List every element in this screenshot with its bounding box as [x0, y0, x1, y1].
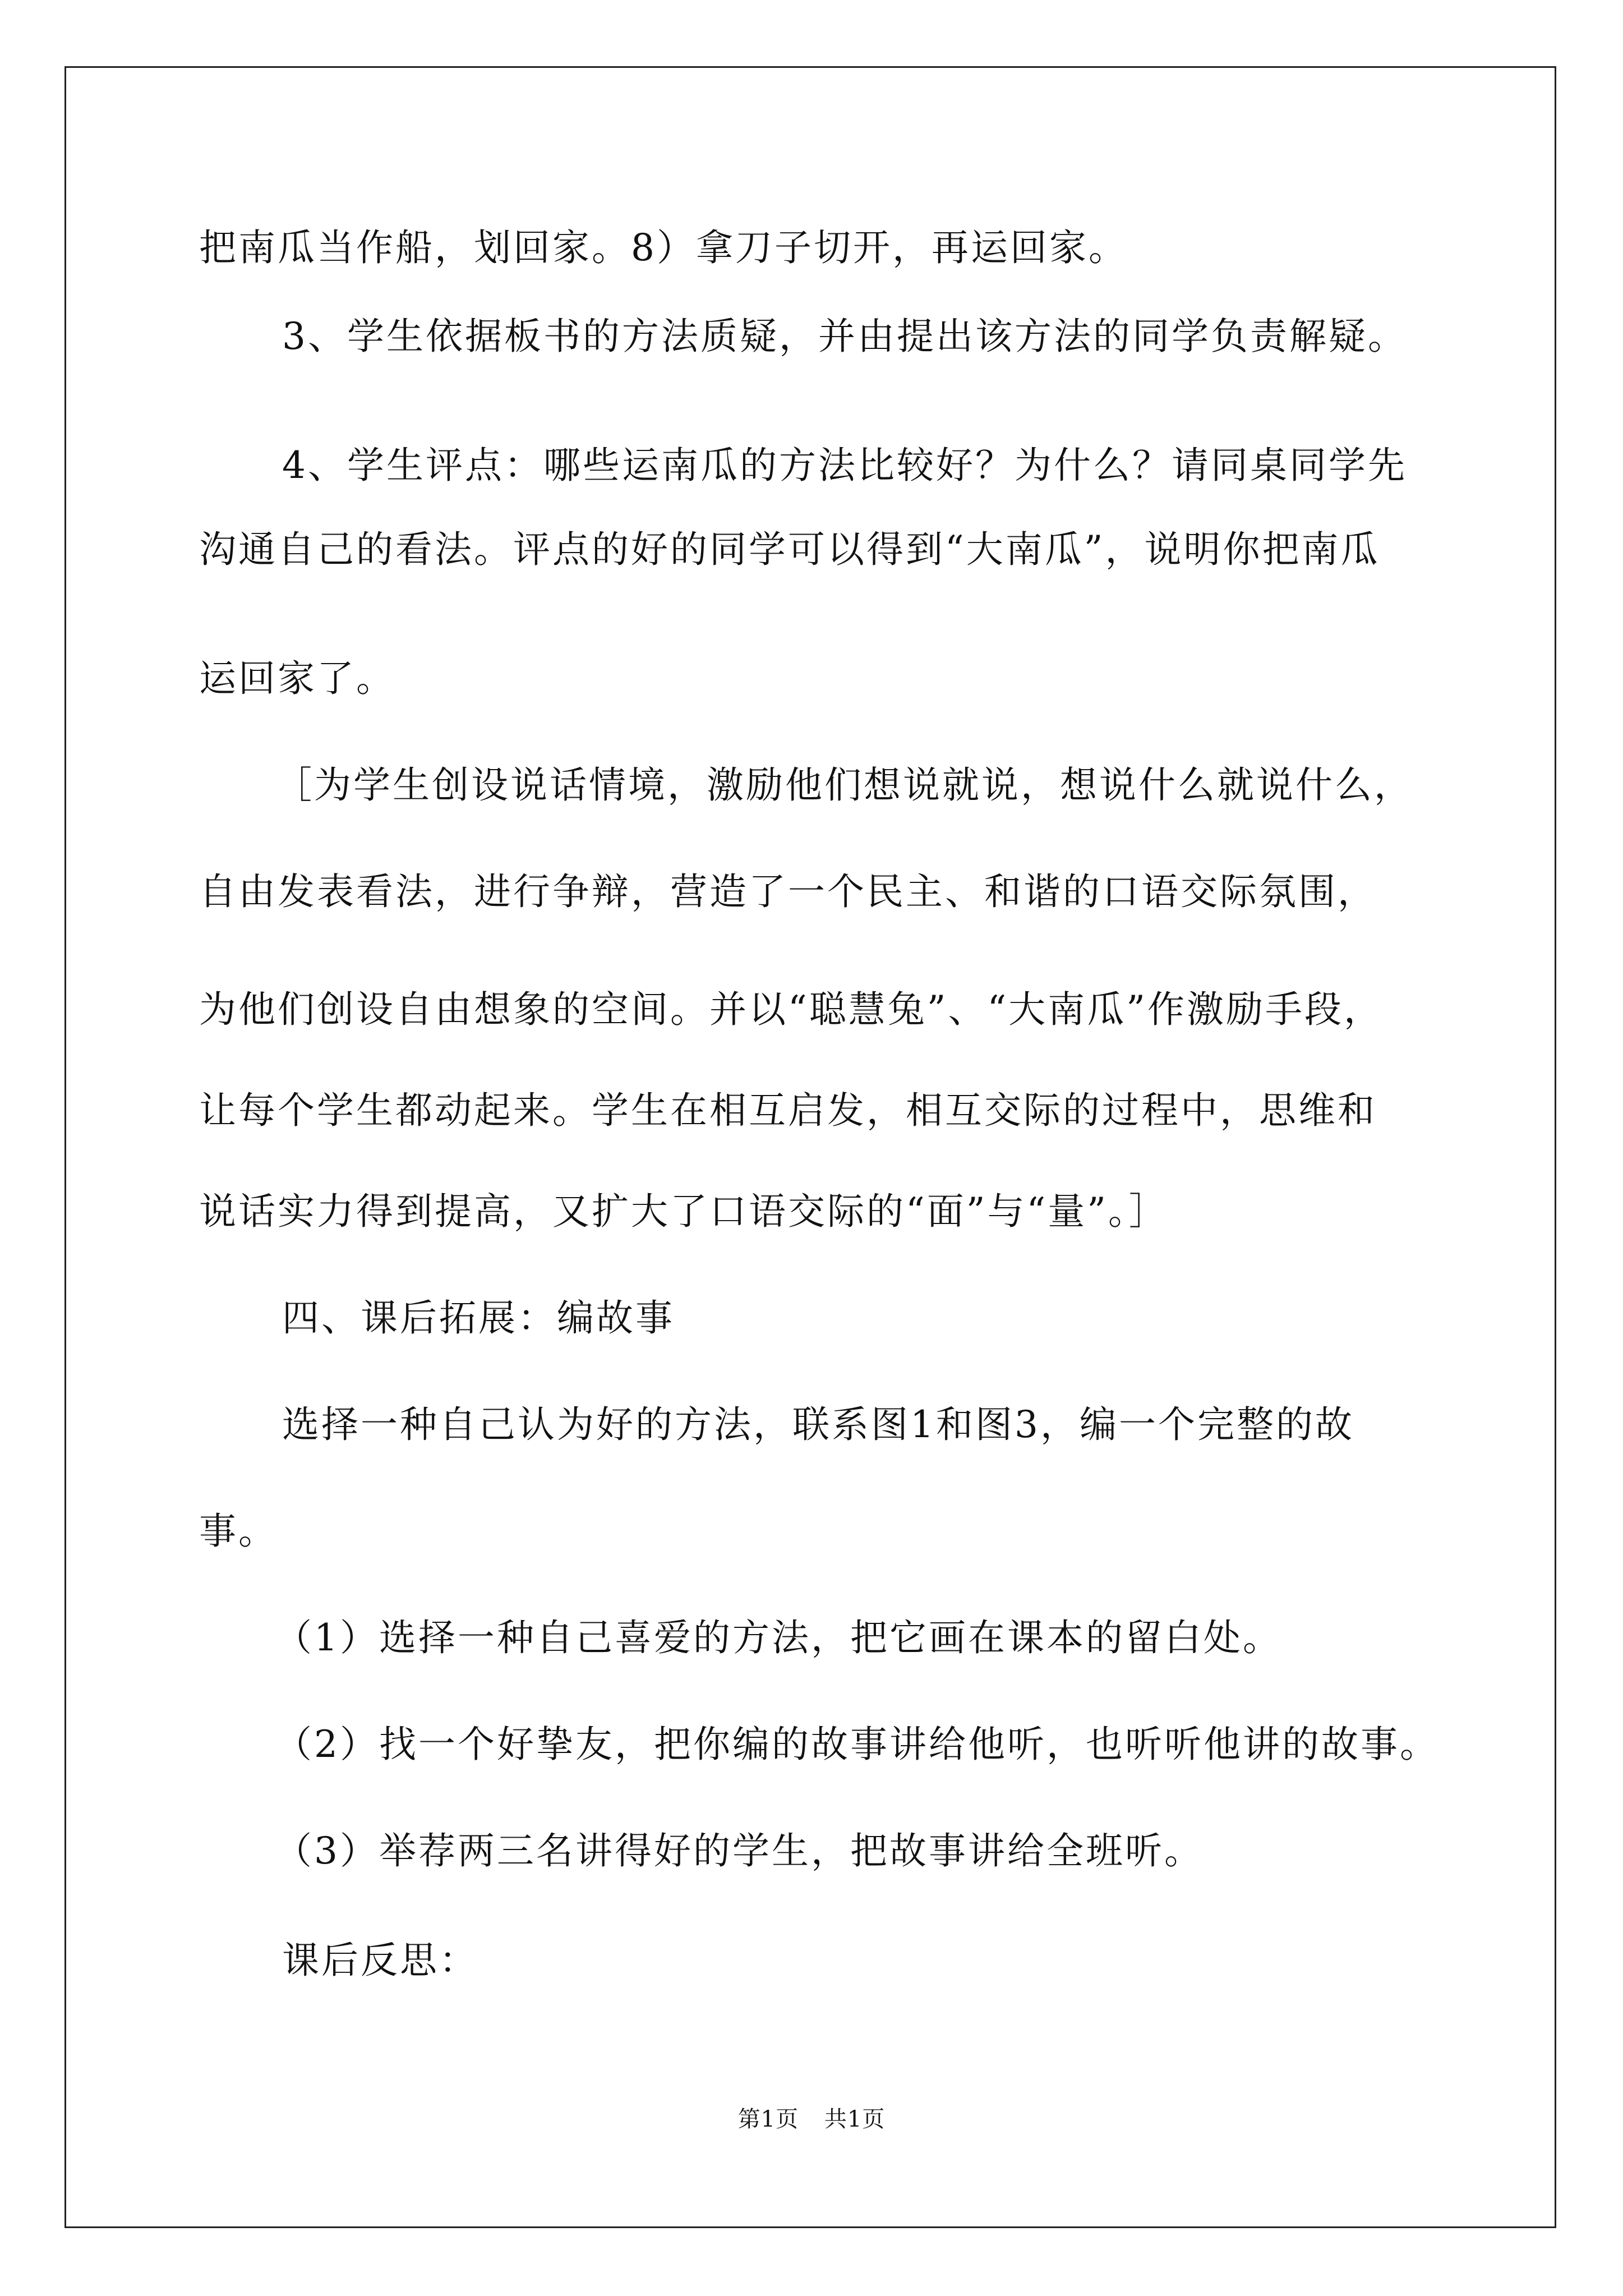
list-item: （1）选择一种自己喜爱的方法，把它画在课本的留白处。: [275, 1616, 1282, 1659]
body-text-line: 说话实力得到提高，又扩大了口语交际的“面”与“量”。］: [199, 1190, 1168, 1233]
body-text-line: 选择一种自己认为好的方法，联系图1和图3，编一个完整的故: [282, 1403, 1354, 1446]
page-footer: [0, 2105, 1623, 2133]
list-item: （2）找一个好挚友，把你编的故事讲给他听，也听听他讲的故事。: [275, 1723, 1439, 1766]
page-border: [64, 66, 1556, 2228]
body-text-line: 4、学生评点：哪些运南瓜的方法比较好？为什么？请同桌同学先: [282, 444, 1407, 487]
body-text-line: 让每个学生都动起来。学生在相互启发，相互交际的过程中，思维和: [199, 1089, 1377, 1132]
section-heading: 四、课后拓展：编故事: [282, 1296, 675, 1340]
body-text-line: 课后反思：: [282, 1939, 478, 1982]
body-text-line: 沟通自己的看法。评点的好的同学可以得到“大南瓜”，说明你把南瓜: [199, 528, 1380, 571]
page-number: 第1页: [737, 2106, 799, 2132]
body-text-line: 事。: [199, 1510, 278, 1553]
list-item: （3）举荐两三名讲得好的学生，把故事讲给全班听。: [275, 1829, 1204, 1872]
body-text-line: 3、学生依据板书的方法质疑，并由提出该方法的同学负责解疑。: [282, 315, 1407, 358]
body-text-line: 自由发表看法，进行争辩，营造了一个民主、和谐的口语交际氛围，: [199, 870, 1377, 913]
body-text-line: 运回家了。: [199, 657, 395, 700]
body-text-line: 为他们创设自由想象的空间。并以“聪慧兔”、“大南瓜”作激励手段，: [199, 988, 1383, 1031]
body-text-line: 把南瓜当作船，划回家。8）拿刀子切开，再运回家。: [199, 226, 1128, 269]
page-total: 共1页: [824, 2106, 886, 2132]
body-text-line: ［为学生创设说话情境，激励他们想说就说，想说什么就说什么，: [275, 763, 1413, 807]
